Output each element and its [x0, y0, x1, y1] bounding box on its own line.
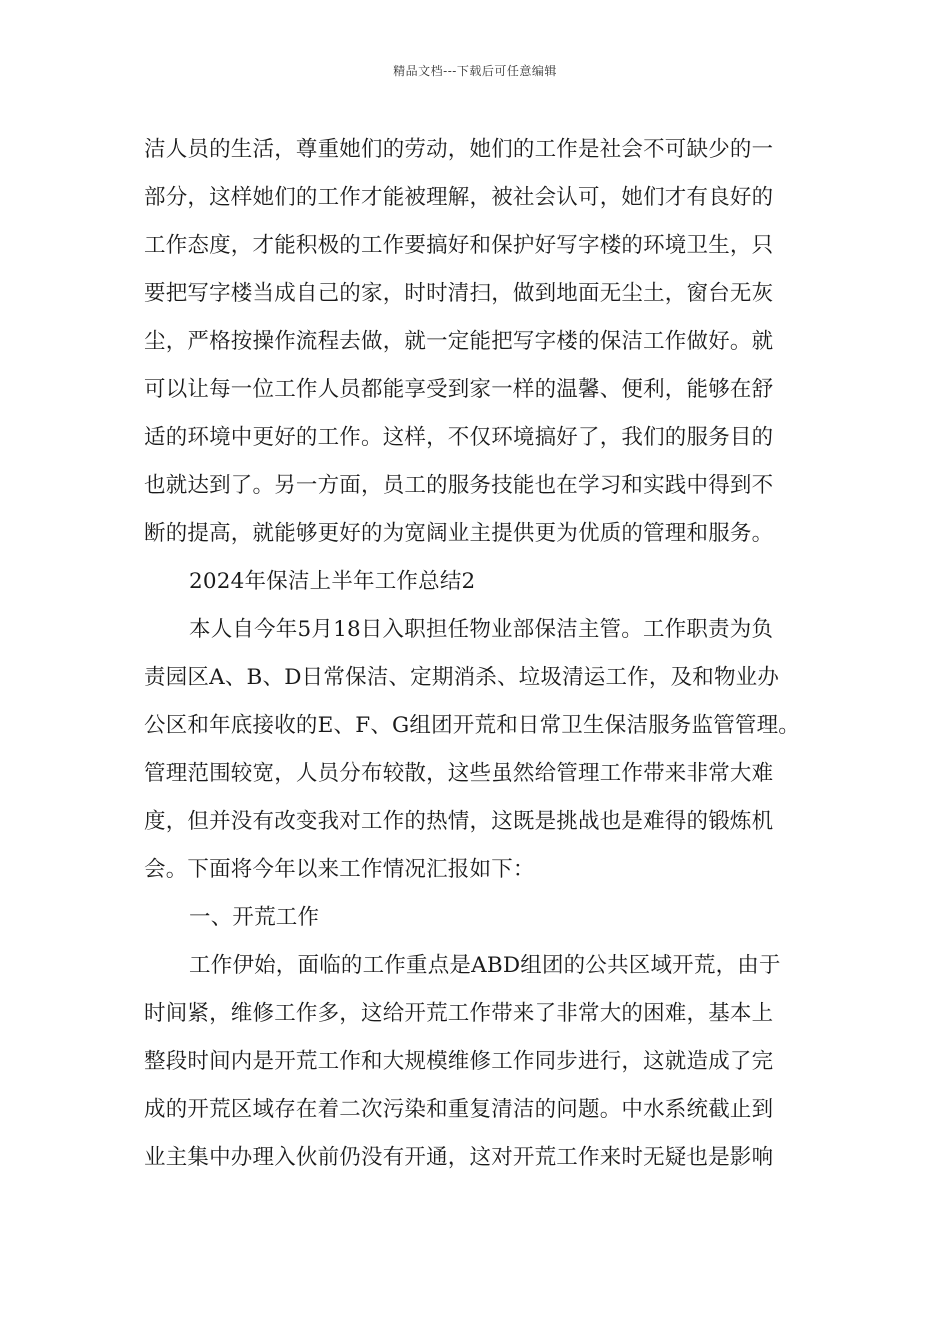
text-line: 断的提高，就能够更好的为宽阔业主提供更为优质的管理和服务。 — [144, 521, 774, 546]
text-line: 洁人员的生活，尊重她们的劳动，她们的工作是社会不可缺少的一 — [144, 137, 774, 162]
section-title: 2024年保洁上半年工作总结2 — [189, 569, 476, 594]
text-line: 管理范围较宽，人员分布较散，这些虽然给管理工作带来非常大难 — [144, 761, 774, 786]
text-line: 工作态度，才能积极的工作要搞好和保护好写字楼的环境卫生，只 — [144, 233, 774, 258]
document-body — [144, 126, 824, 1182]
text-line: 业主集中办理入伙前仍没有开通，这对开荒工作来时无疑也是影响 — [144, 1145, 774, 1170]
text-line: 度，但并没有改变我对工作的热情，这既是挑战也是难得的锻炼机 — [144, 809, 774, 834]
text-line: 尘，严格按操作流程去做，就一定能把写字楼的保洁工作做好。就 — [144, 329, 774, 354]
text-line: 时间紧，维修工作多，这给开荒工作带来了非常大的困难，基本上 — [144, 1001, 774, 1026]
text-line: 工作伊始，面临的工作重点是ABD组团的公共区域开荒，由于 — [189, 953, 781, 978]
text-line: 适的环境中更好的工作。这样，不仅环境搞好了，我们的服务目的 — [144, 425, 774, 450]
text-line: 可以让每一位工作人员都能享受到家一样的温馨、便利，能够在舒 — [144, 377, 774, 402]
text-line: 部分，这样她们的工作才能被理解，被社会认可，她们才有良好的 — [144, 185, 774, 210]
text-line: 成的开荒区域存在着二次污染和重复清洁的问题。中水系统截止到 — [144, 1097, 774, 1122]
text-line: 要把写字楼当成自己的家，时时清扫，做到地面无尘土，窗台无灰 — [144, 281, 774, 306]
section-heading: 一、开荒工作 — [189, 905, 320, 930]
page-header: 精品文档---下载后可任意编辑 — [393, 64, 557, 78]
text-line: 也就达到了。另一方面，员工的服务技能也在学习和实践中得到不 — [144, 473, 774, 498]
text-line: 责园区A、B、D日常保洁、定期消杀、垃圾清运工作，及和物业办 — [144, 665, 780, 690]
text-line: 整段时间内是开荒工作和大规模维修工作同步进行，这就造成了完 — [144, 1049, 774, 1074]
text-line: 公区和年底接收的E、F、G组团开荒和日常卫生保洁服务监管管理。 — [144, 713, 800, 738]
text-line: 会。下面将今年以来工作情况汇报如下： — [144, 857, 535, 882]
text-line: 本人自今年5月18日入职担任物业部保洁主管。工作职责为负 — [189, 617, 774, 642]
